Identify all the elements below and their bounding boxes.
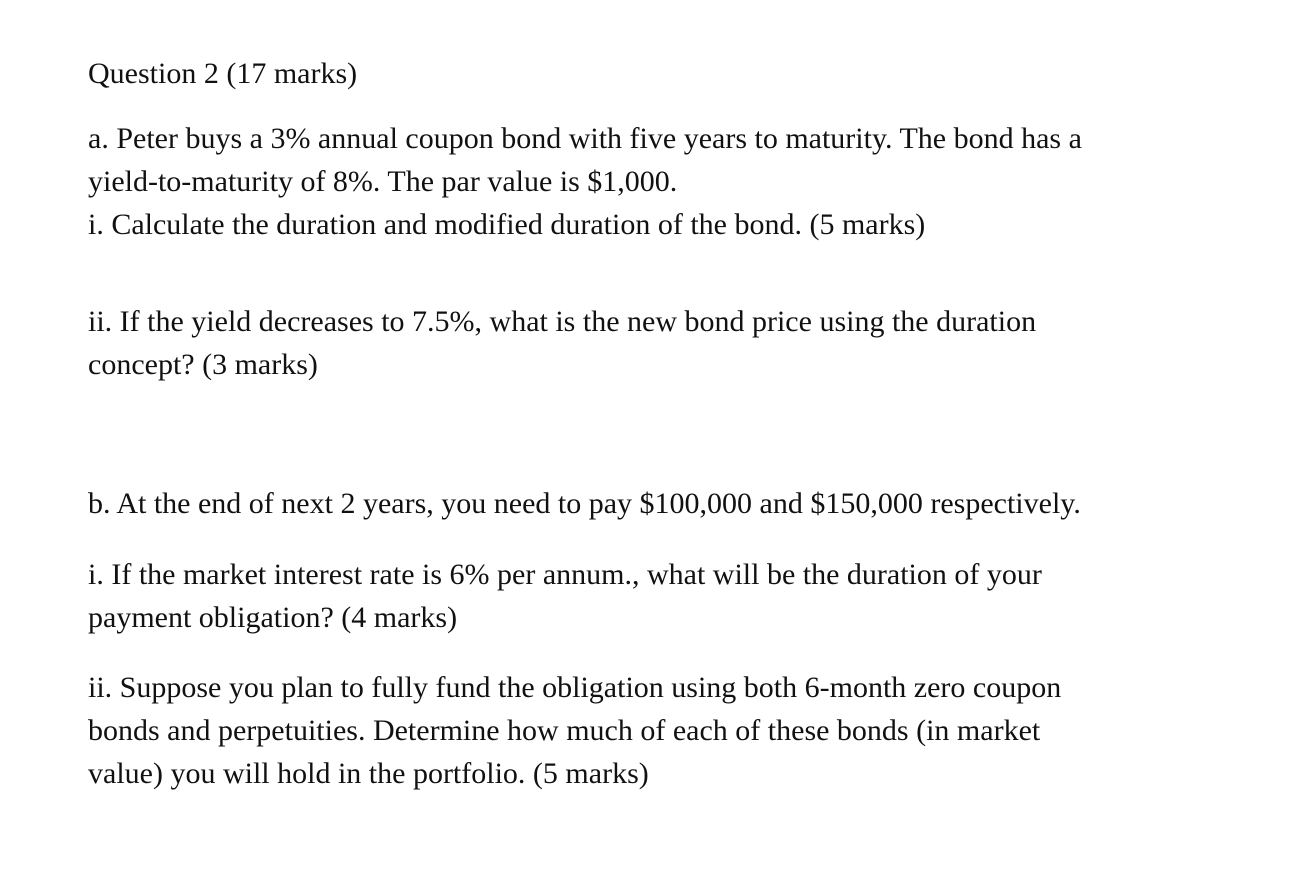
part-b-ii-paragraph [88, 666, 1238, 795]
part-b-i-line: i. If the market interest rate is 6% per annum., what will be the duration of your [88, 558, 1042, 591]
part-b-ii-line: bonds and perpetuities. Determine how much of each of these bonds (in market [88, 714, 1041, 747]
part-b-ii-line: ii. Suppose you plan to fully fund the obligation using both 6-month zero coupon [88, 671, 1062, 704]
part-a-paragraph [88, 117, 1238, 203]
question-title [88, 52, 1238, 95]
part-b-i-line: payment obligation? (4 marks) [88, 601, 458, 634]
title-line: Question 2 (17 marks) [88, 57, 358, 90]
part-a-ii-line: concept? (3 marks) [88, 348, 318, 381]
part-a-i-paragraph [88, 203, 1238, 246]
part-a-i-line: i. Calculate the duration and modified duration of the bond. (5 marks) [88, 208, 926, 241]
part-b-paragraph [88, 482, 1238, 525]
part-a-ii-paragraph [88, 300, 1238, 386]
part-a-line: a. Peter buys a 3% annual coupon bond with five years to maturity. The bond has a [88, 122, 1082, 155]
part-a-line: yield-to-maturity of 8%. The par value is $1,000. [88, 165, 678, 198]
part-b-i-paragraph [88, 553, 1238, 639]
part-a-ii-line: ii. If the yield decreases to 7.5%, what is the new bond price using the duration [88, 305, 1037, 338]
part-b-line: b. At the end of next 2 years, you need to pay $100,000 and $150,000 respectively. [88, 487, 1081, 520]
part-b-ii-line: value) you will hold in the portfolio. (5 marks) [88, 757, 649, 790]
